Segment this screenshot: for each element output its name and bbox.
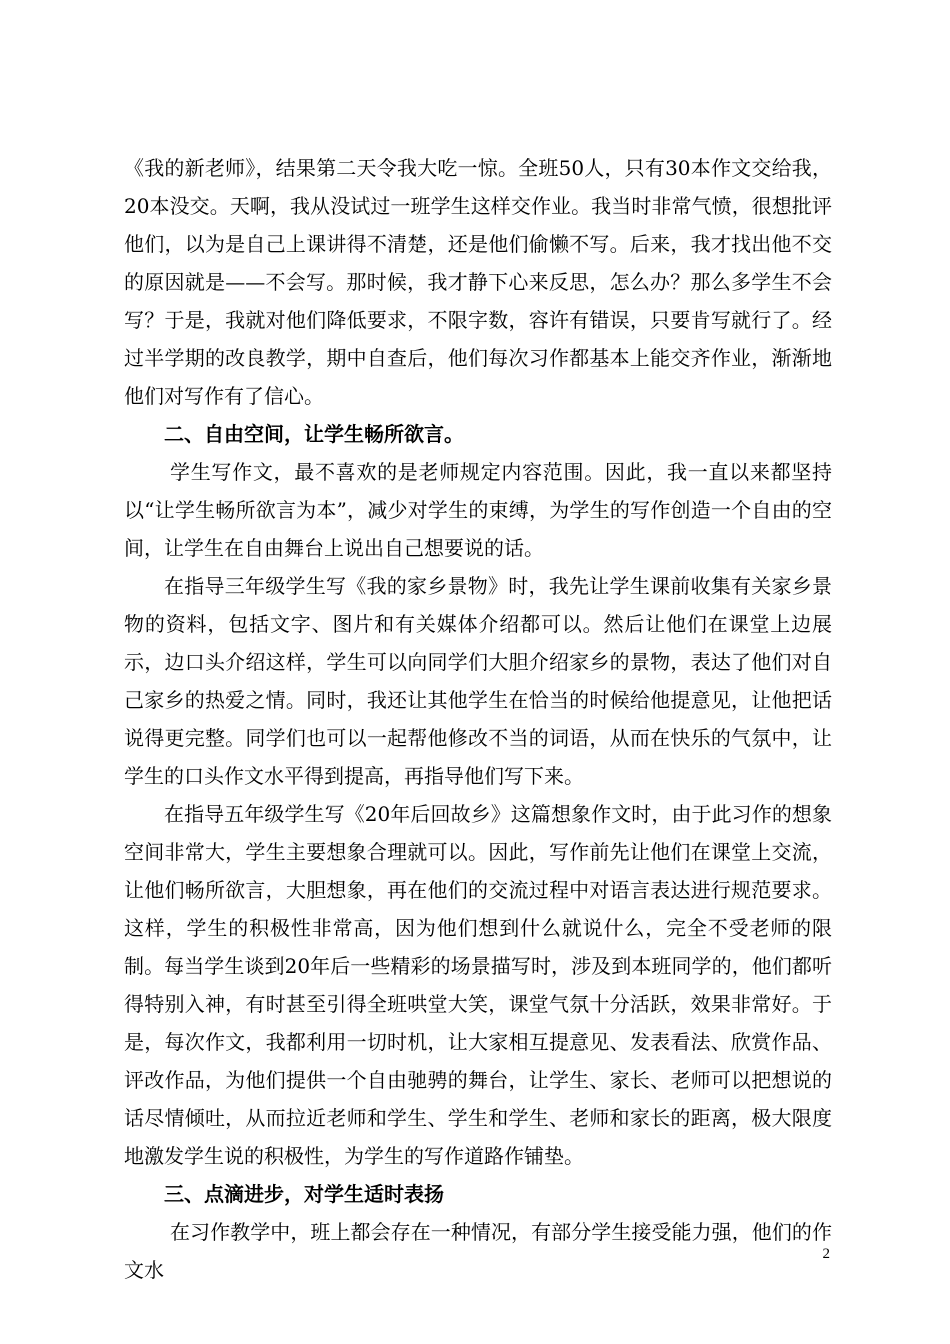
section-heading-3: 三、点滴进步，对学生适时表扬: [164, 1182, 444, 1206]
page-number: 2: [822, 1246, 830, 1262]
paragraph: 在指导五年级学生写《20年后回故乡》这篇想象作文时，由于此习作的想象空间非常大，学生主要想象合理就可以。因此，写作前先让他们在课堂上交流，让他们畅所欲言，大胆想象，再在他们的交流过程中对语言表达进行规范要求。这样，学生的积极性非常高，因为他们想到什么就说什么，完全不受老师的限制。每当学生谈到20年后一些精彩的场景描写时，涉及到本班同学的，他们都听得特别入神，有时甚至引得全班哄堂大笑，课堂气氛十分活跃，效果非常好。于是，每次作文，我都利用一切时机，让大家相互提意见、发表看法、欣赏作品、评改作品，为他们提供一个自由驰骋的舞台，让学生、家长、老师可以把想说的话尽情倾吐，从而拉近老师和学生、学生和学生、老师和家长的距离，极大限度地激发学生说的积极性，为学生的写作道路作铺垫。: [124, 802, 832, 1168]
section-heading-2: 二、自由空间，让学生畅所欲言。: [164, 422, 464, 446]
paragraph-continued: 《我的新老师》，结果第二天令我大吃一惊。全班50人，只有30本作文交给我，20本没交。天啊，我从没试过一班学生这样交作业。我当时非常气愤，很想批评他们，以为是自己上课讲得不清楚，还是他们偷懒不写。后来，我才找出他不交的原因就是——不会写。那时候，我才静下心来反思，怎么办？那么多学生不会写？于是，我就对他们降低要求，不限字数，容许有错误，只要肯写就行了。经过半学期的改良教学，期中自查后，他们每次习作都基本上能交齐作业，渐渐地他们对写作有了信心。: [124, 156, 832, 408]
paragraph: 在指导三年级学生写《我的家乡景物》时，我先让学生课前收集有关家乡景物的资料，包括文字、图片和有关媒体介绍都可以。然后让他们在课堂上边展示，边口头介绍这样，学生可以向同学们大胆介绍家乡的景物，表达了他们对自己家乡的热爱之情。同时，我还让其他学生在恰当的时候给他提意见，让他把话说得更完整。同学们也可以一起帮他修改不当的词语，从而在快乐的气氛中，让学生的口头作文水平得到提高，再指导他们写下来。: [124, 574, 832, 788]
paragraph: 学生写作文，最不喜欢的是老师规定内容范围。因此，我一直以来都坚持以“让学生畅所欲言为本”，减少对学生的束缚，为学生的写作创造一个自由的空间，让学生在自由舞台上说出自己想要说的话。: [124, 460, 832, 560]
paragraph: 在习作教学中，班上都会存在一种情况，有部分学生接受能力强，他们的作文水: [124, 1220, 832, 1282]
document-body: [124, 149, 832, 1289]
